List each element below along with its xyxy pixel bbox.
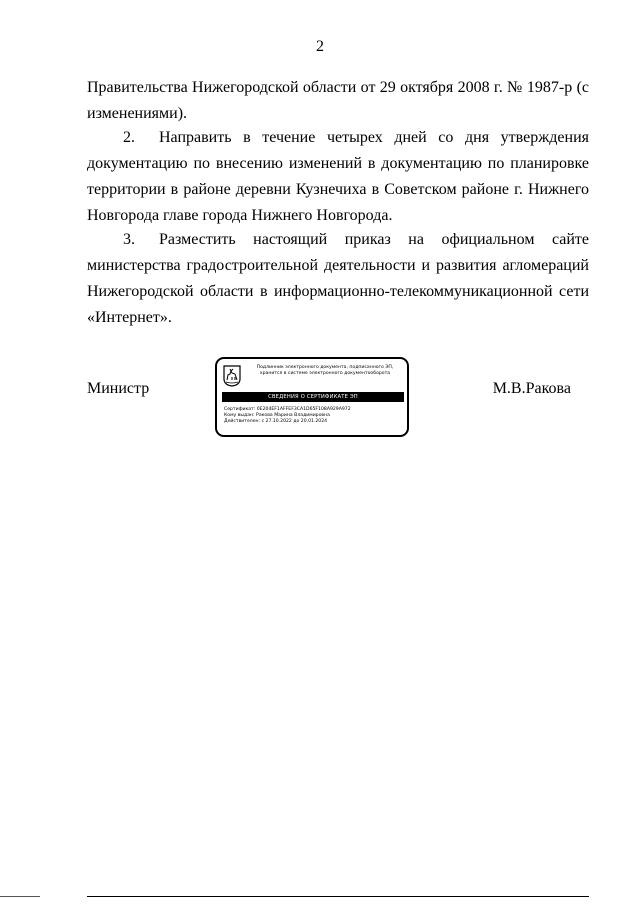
stamp-certificate-bar: СВЕДЕНИЯ О СЕРТИФИКАТЕ ЭП xyxy=(222,392,404,402)
paragraph-2-number: 2. xyxy=(123,129,135,146)
paragraph-1 xyxy=(87,75,589,127)
stamp-details xyxy=(224,407,404,426)
paragraph-1-text: Правительства Нижегородской области от 29 октября 2008 г. № 1987-р (с изменениями). xyxy=(87,79,589,122)
stamp-certificate: Сертификат: 0E204EF1AFFEF3CA1D65F108A929A972 xyxy=(224,407,351,412)
stamp-header-line-1: Подлинник электронного документа, подписанного ЭП, xyxy=(256,365,394,370)
paragraph-3 xyxy=(87,227,589,331)
paragraph-2 xyxy=(87,125,589,229)
page-number: 2 xyxy=(316,38,324,55)
paragraph-3-number: 3. xyxy=(123,231,135,248)
signatory-title: Министр xyxy=(87,380,150,397)
paragraph-3-text: Разместить настоящий приказ на официальном сайте министерства градостроительной деятельности и развития агломераций Нижегородской области в информационно-телекоммуникационной сети «Интернет». xyxy=(87,231,589,326)
stamp-issued-to: Кому выдан: Ракова Марина Владимировна xyxy=(224,413,330,419)
stamp-header-line-2: хранится в системе электронного документооборота xyxy=(259,371,391,376)
page-bottom-rule xyxy=(87,896,589,897)
stamp-valid: Действителен: с 27.10.2022 до 20.01.2024 xyxy=(224,419,328,425)
page-edge-line xyxy=(0,896,40,897)
deer-emblem-icon xyxy=(223,365,241,387)
paragraph-2-text: Направить в течение четырех дней со дня утверждения документацию по внесению изменений в документацию по планировке территории в районе деревни Кузнечиха в Советском районе г. Нижнего Новгорода главе города Нижнего Новгорода. xyxy=(87,129,589,224)
signatory-name: М.В.Ракова xyxy=(492,380,571,397)
stamp-header xyxy=(245,365,405,377)
electronic-signature-stamp xyxy=(215,357,409,437)
